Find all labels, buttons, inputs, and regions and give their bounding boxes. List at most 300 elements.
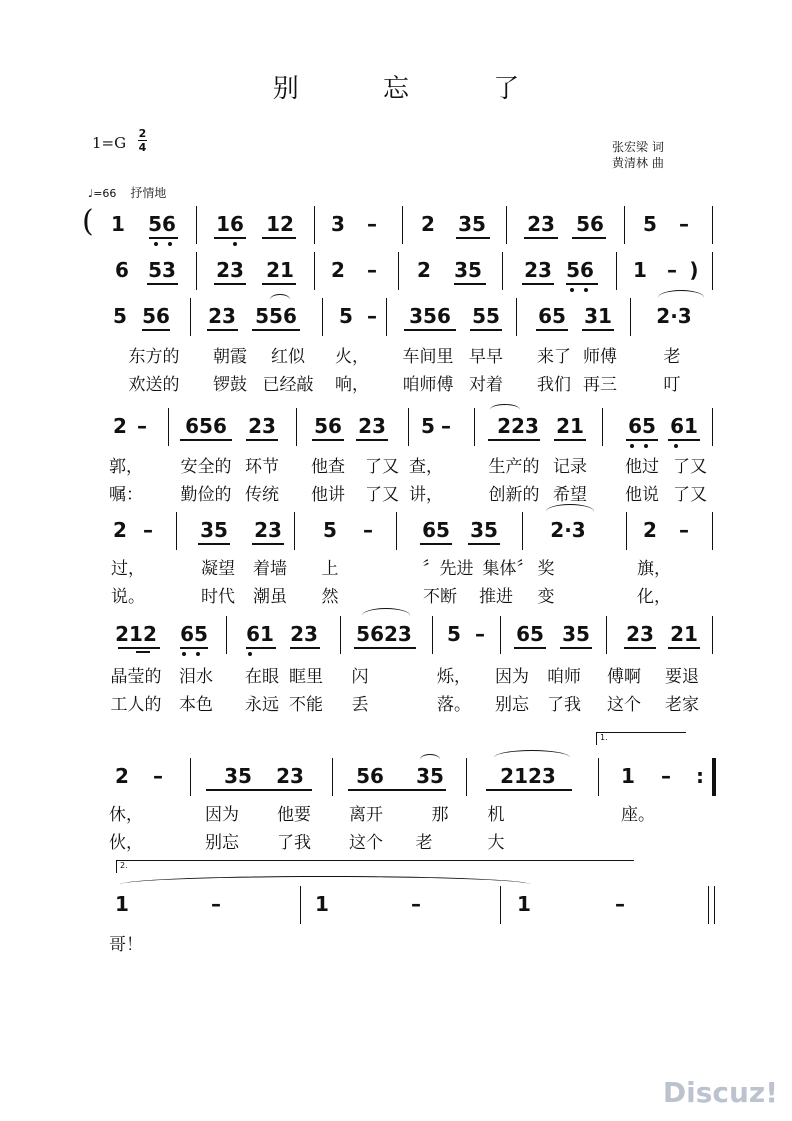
note-group: 1 [111,212,125,236]
underline-beam [354,647,416,649]
expression-mark: 抒情地 [130,186,167,200]
note-group: 56 [148,212,176,236]
lyric-word: 机 [487,805,505,825]
note-group: 2 [417,258,431,282]
underline-beam [420,543,452,545]
barline [712,512,713,550]
note-group: 35 [454,258,482,282]
note-group: 53 [148,258,176,282]
lyric-word: 讲， [409,485,443,505]
lyric-word: 不能 [289,695,323,715]
underline-beam [198,543,230,545]
lyrics-line-1 [0,554,792,580]
lyric-word: 了又 [365,457,399,477]
note-group: 23 [208,304,236,328]
underline-beam [572,237,606,239]
note-group: 5 [421,414,435,438]
lyric-word: 生产的 [488,457,540,477]
note-group: 35 [458,212,486,236]
lyric-word: 东方的 [128,347,180,367]
barline [408,408,409,446]
note-group: 65 [516,622,544,646]
note-group: 56 [314,414,342,438]
underline-beam [312,439,344,441]
underline-beam [582,329,614,331]
barline [712,408,713,446]
octave-dot [168,242,172,246]
barline [332,758,333,796]
staff-row [0,886,792,926]
lyrics-line-2 [0,582,792,608]
lyric-word: 老 [663,347,681,367]
lyric-word: 了又 [365,485,399,505]
lyric-word: 传统 [245,485,279,505]
barline [606,616,607,654]
lyrics-line-1 [0,930,792,956]
note-group: 65 [538,304,566,328]
slur-arc [494,750,570,765]
note-group: – [475,622,485,646]
underline-beam [147,283,178,285]
lyric-word: 车间里 [402,347,454,367]
lyric-word: 他说 [625,485,659,505]
lyric-word: 老家 [665,695,699,715]
octave-dot [182,652,186,656]
note-group: 35 [562,622,590,646]
underline-beam [486,789,572,791]
barline [294,512,295,550]
lyric-word: 欢送的 [128,375,180,395]
lyrics-line-2 [0,828,792,854]
underline-beam [262,237,296,239]
barline [398,252,399,290]
note-group: 23 [216,258,244,282]
underline-beam [404,329,456,331]
volta-2 [116,860,634,873]
note-group: 56 [356,764,384,788]
lyric-word: 早早 [469,347,503,367]
staff-row [0,408,792,448]
lyric-word: 希望 [553,485,587,505]
barline [714,886,715,924]
underline-beam [356,439,388,441]
lyric-word: 他要 [277,805,311,825]
barline [624,206,625,244]
lyrics-line-1 [0,342,792,368]
note-group: 21 [556,414,584,438]
barline [340,616,341,654]
lyric-word: 说。 [111,587,145,607]
note-group: 1 [621,764,635,788]
volta-1 [596,732,686,745]
note-group: – [137,414,147,438]
lyric-word: 晶莹的 [110,667,162,687]
volta-2-label: 2. [120,861,128,870]
lyric-word: 这个 [349,833,383,853]
note-group: 61 [670,414,698,438]
underline-beam [554,439,586,441]
note-group: 5 [323,518,337,542]
lyric-word: 查， [409,457,443,477]
lyric-word: 烁， [437,667,471,687]
note-group: ) [689,258,699,282]
note-group: 16 [216,212,244,236]
lyric-word: 嘱： [109,485,143,505]
note-group: 2·3 [656,304,692,328]
barline [522,512,523,550]
note-group: 23 [626,622,654,646]
lyric-word: 火， [335,347,369,367]
note-group: 1 [633,258,647,282]
note-group: – [441,414,451,438]
lyric-word: 〞先进 [422,559,474,579]
octave-dot [630,444,634,448]
underline-beam [252,329,300,331]
underline-beam [522,283,554,285]
barline [598,758,599,796]
octave-dot [644,444,648,448]
underline-beam [456,237,490,239]
barline [196,252,197,290]
lyricist-credit: 张宏梁 词 [612,140,664,154]
underline-beam [626,439,658,441]
lyric-word: 勤俭的 [180,485,232,505]
note-group: 55 [472,304,500,328]
note-group: 21 [670,622,698,646]
note-group: 1 [115,892,129,916]
octave-dot [570,288,574,292]
lyric-word: 了又 [673,457,707,477]
underline-beam [180,647,208,649]
barline [322,298,323,336]
underline-beam [560,647,592,649]
note-group: 35 [470,518,498,542]
underline-beam [348,789,446,791]
note-group: 23 [254,518,282,542]
lyric-word: 然 [321,587,339,607]
lyrics-line-1 [0,452,792,478]
lyric-word: 哥！ [109,935,143,955]
note-group: 556 [255,304,297,328]
lyric-word: 创新的 [488,485,540,505]
underline-beam [470,329,502,331]
lyric-word: 老 [415,833,433,853]
lyric-word: 我们 [537,375,571,395]
octave-dot [248,652,252,656]
octave-dot [584,288,588,292]
underline-beam [246,647,276,649]
lyric-word: 他查 [311,457,345,477]
lyric-word: 这个 [607,695,641,715]
note-group: 23 [524,258,552,282]
note-group: 65 [180,622,208,646]
lyric-word: 来了 [537,347,571,367]
note-group: 56 [576,212,604,236]
lyric-word: 了我 [547,695,581,715]
slur-arc [120,876,530,893]
lyric-word: 傅啊 [607,667,641,687]
lyric-word: 集体〞 [482,559,534,579]
barline [626,512,627,550]
lyric-word: 工人的 [110,695,162,715]
lyric-word: 闪 [351,667,369,687]
underline-beam [136,647,150,649]
note-group: 2 [421,212,435,236]
barline [226,616,227,654]
note-group: – [363,518,373,542]
barline [314,206,315,244]
note-group: 656 [185,414,227,438]
lyric-word: 叮 [663,375,681,395]
underline-beam [536,329,568,331]
lyric-word: 变 [537,587,555,607]
lyric-word: 休， [109,805,143,825]
note-group: 35 [224,764,252,788]
lyric-word: 座。 [621,805,655,825]
staff-row [0,206,792,246]
note-group: – [367,212,377,236]
page-title: 别 忘 了 [272,74,558,104]
lyric-word: 红似 [271,347,305,367]
lyric-word: 眶里 [289,667,323,687]
note-group: 223 [497,414,539,438]
lyrics-line-2 [0,370,792,396]
barline [168,408,169,446]
barline [602,408,603,446]
lyric-word: 朝霞 [213,347,247,367]
barline [516,298,517,336]
note-group: 35 [200,518,228,542]
lyrics-line-2 [0,480,792,506]
octave-dot [196,652,200,656]
barline [396,512,397,550]
note-group: 3 [331,212,345,236]
staff-row [0,512,792,552]
note-group: – [661,764,671,788]
octave-dot [154,242,158,246]
note-group: 2123 [500,764,556,788]
lyric-word: 推进 [479,587,513,607]
lyric-word: 郭， [109,457,143,477]
underline-beam [214,283,246,285]
lyric-word: 永远 [245,695,279,715]
composer-credit: 黄清林 曲 [612,156,664,170]
lyric-word: 记录 [553,457,587,477]
lyric-word: 泪水 [179,667,213,687]
note-group: 212 [115,622,157,646]
time-signature: 2 4 [138,127,147,154]
lyric-word: 那 [431,805,449,825]
note-group: 5623 [356,622,412,646]
note-group: 65 [628,414,656,438]
note-group: 23 [276,764,304,788]
tempo-value: ♩=66 [88,187,117,200]
note-group: – [143,518,153,542]
barline [432,616,433,654]
note-group: 35 [416,764,444,788]
lyric-word: 化， [637,587,671,607]
lyric-word: 着墙 [253,559,287,579]
staff-row [0,758,792,798]
note-group: – [679,518,689,542]
barline [466,758,467,796]
underline-beam [624,647,656,649]
underline-beam [136,651,150,653]
lyric-word: 奖 [537,559,555,579]
note-group: 21 [266,258,294,282]
lyric-word: 潮虽 [253,587,287,607]
lyric-word: 时代 [201,587,235,607]
tie-arc [490,404,520,415]
note-group: 2·3 [550,518,586,542]
barline [502,252,503,290]
barline [506,206,507,244]
lyric-word: 师傅 [583,347,617,367]
barline [402,206,403,244]
underline-beam [180,439,232,441]
tie-arc [270,294,290,305]
barline [190,298,191,336]
underline-beam [252,543,284,545]
note-group: 65 [422,518,450,542]
octave-dot [233,242,237,246]
underline-beam [246,439,278,441]
note-group: – [411,892,421,916]
note-group: 2 [115,764,129,788]
underline-beam [668,647,700,649]
lyric-word: 上 [321,559,339,579]
note-group: 23 [527,212,555,236]
lyric-word: 因为 [205,805,239,825]
underline-beam [566,283,598,285]
end-barline-thick [713,758,716,796]
underline-beam [514,647,546,649]
watermark-logo: Discuz! [662,1076,778,1109]
barline [708,886,709,924]
barline [176,512,177,550]
underline-beam [668,439,700,441]
note-group: 5 [447,622,461,646]
lyric-word: 本色 [179,695,213,715]
note-group: 56 [142,304,170,328]
staff-row [0,298,792,338]
lyric-word: 了又 [673,485,707,505]
note-group: 5 [339,304,353,328]
note-group: 23 [248,414,276,438]
tie-arc [420,754,440,765]
note-group: – [679,212,689,236]
barline [630,298,631,336]
note-group: 5 [643,212,657,236]
lyric-word: 环节 [245,457,279,477]
note-group: – [211,892,221,916]
note-group: – [615,892,625,916]
note-group: 23 [290,622,318,646]
paren-open: ( [82,204,94,239]
slur-arc [658,290,704,305]
barline [386,298,387,336]
lyric-word: 不断 [423,587,457,607]
lyric-word: 别忘 [205,833,239,853]
lyric-word: 对着 [469,375,503,395]
lyric-word: 落。 [437,695,471,715]
lyric-word: 伙， [109,833,143,853]
lyric-word: 咱师傅 [402,375,454,395]
note-group: 1 [517,892,531,916]
slur-arc [546,504,594,519]
underline-beam [142,329,170,331]
underline-beam [290,647,320,649]
lyric-word: 咱师 [547,667,581,687]
underline-beam [488,439,540,441]
barline [190,758,191,796]
note-group: 5 [113,304,127,328]
note-group: 2 [113,518,127,542]
barline [474,408,475,446]
note-group: 31 [584,304,612,328]
lyric-word: 了我 [277,833,311,853]
underline-beam [524,237,558,239]
note-group: 56 [566,258,594,282]
underline-beam [262,283,296,285]
volta-1-label: 1. [600,733,608,742]
lyric-word: 丢 [351,695,369,715]
lyric-word: 他讲 [311,485,345,505]
lyric-word: 离开 [349,805,383,825]
underline-beam [207,329,238,331]
note-group: 12 [266,212,294,236]
note-group: 2 [331,258,345,282]
note-group: 2 [113,414,127,438]
lyric-word: 响， [335,375,369,395]
barline [712,616,713,654]
lyric-word: 他过 [625,457,659,477]
octave-dot [674,444,678,448]
note-group: – [667,258,677,282]
lyrics-line-1 [0,662,792,688]
key-signature: 1=G [92,134,127,152]
barline [500,616,501,654]
underline-beam [214,237,246,239]
note-group: 356 [409,304,451,328]
lyrics-line-2 [0,690,792,716]
staff-row [0,616,792,656]
lyric-word: 已经敲 [262,375,314,395]
lyric-word: 要退 [665,667,699,687]
barline [314,252,315,290]
barline [712,206,713,244]
note-group: – [367,304,377,328]
note-group: 23 [358,414,386,438]
underline-beam [468,543,500,545]
staff-row [0,252,792,292]
barline [296,408,297,446]
note-group: 61 [246,622,274,646]
lyric-word: 过， [111,559,145,579]
lyric-word: 锣鼓 [213,375,247,395]
lyric-word: 旗， [637,559,671,579]
lyrics-line-1 [0,800,792,826]
note-group: 6 [115,258,129,282]
lyric-word: 安全的 [180,457,232,477]
slur-arc [362,608,410,623]
lyric-word: 凝望 [201,559,235,579]
note-group: 2 [643,518,657,542]
note-group: 1 [315,892,329,916]
lyric-word: 大 [487,833,505,853]
barline [196,206,197,244]
barline [616,252,617,290]
